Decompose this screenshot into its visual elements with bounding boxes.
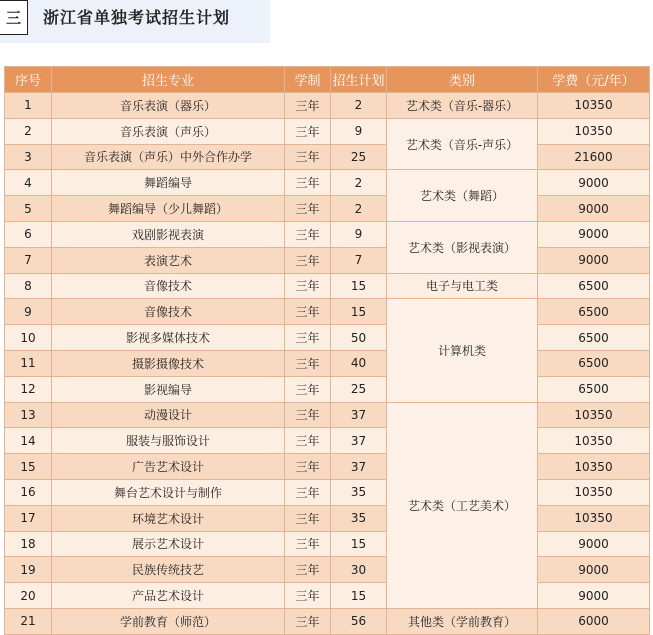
table-row [5, 479, 650, 505]
cell-plan: 7 [331, 247, 387, 273]
cell-major: 音乐表演（声乐） [52, 118, 285, 144]
table-row [5, 350, 650, 376]
cell-years: 三年 [285, 196, 331, 222]
cell-no: 2 [5, 118, 52, 144]
cell-major: 影视多媒体技术 [52, 325, 285, 351]
table-row [5, 170, 650, 196]
table-row [5, 428, 650, 454]
cell-fee: 6500 [538, 376, 650, 402]
cell-major: 学前教育（师范） [52, 608, 285, 634]
cell-years: 三年 [285, 428, 331, 454]
cell-fee: 9000 [538, 196, 650, 222]
header-no: 序号 [5, 67, 52, 93]
cell-no: 9 [5, 299, 52, 325]
cell-fee: 10350 [538, 428, 650, 454]
cell-plan: 37 [331, 402, 387, 428]
cell-fee: 9000 [538, 583, 650, 609]
cell-fee: 9000 [538, 557, 650, 583]
table-row [5, 221, 650, 247]
cell-major: 表演艺术 [52, 247, 285, 273]
table-row [5, 531, 650, 557]
cell-plan: 15 [331, 299, 387, 325]
cell-years: 三年 [285, 608, 331, 634]
cell-plan: 9 [331, 221, 387, 247]
table-row [5, 608, 650, 634]
cell-major: 摄影摄像技术 [52, 350, 285, 376]
header-category: 类别 [387, 67, 538, 93]
cell-years: 三年 [285, 531, 331, 557]
cell-years: 三年 [285, 479, 331, 505]
table-row [5, 144, 650, 170]
table-row [5, 376, 650, 402]
cell-major: 舞蹈编导（少儿舞蹈） [52, 196, 285, 222]
cell-fee: 10350 [538, 402, 650, 428]
cell-plan: 50 [331, 325, 387, 351]
cell-category: 艺术类（音乐-器乐） [387, 93, 538, 119]
section-title: 浙江省单独考试招生计划 [43, 8, 231, 27]
header-plan: 招生计划 [331, 67, 387, 93]
cell-no: 15 [5, 454, 52, 480]
cell-no: 20 [5, 583, 52, 609]
cell-no: 5 [5, 196, 52, 222]
cell-no: 1 [5, 93, 52, 119]
cell-no: 7 [5, 247, 52, 273]
cell-category: 艺术类（工艺美术） [387, 402, 538, 608]
cell-no: 19 [5, 557, 52, 583]
header-major: 招生专业 [52, 67, 285, 93]
table-row [5, 325, 650, 351]
cell-years: 三年 [285, 376, 331, 402]
cell-category: 电子与电工类 [387, 273, 538, 299]
cell-category: 艺术类（音乐-声乐） [387, 118, 538, 170]
cell-major: 产品艺术设计 [52, 583, 285, 609]
cell-plan: 2 [331, 196, 387, 222]
cell-fee: 10350 [538, 93, 650, 119]
cell-years: 三年 [285, 170, 331, 196]
cell-category: 艺术类（舞蹈） [387, 170, 538, 222]
cell-fee: 6500 [538, 325, 650, 351]
cell-no: 10 [5, 325, 52, 351]
cell-fee: 9000 [538, 531, 650, 557]
table-header-row [5, 67, 650, 93]
cell-major: 戏剧影视表演 [52, 221, 285, 247]
cell-no: 4 [5, 170, 52, 196]
cell-fee: 9000 [538, 221, 650, 247]
cell-no: 6 [5, 221, 52, 247]
cell-plan: 35 [331, 479, 387, 505]
cell-plan: 2 [331, 170, 387, 196]
cell-major: 动漫设计 [52, 402, 285, 428]
cell-years: 三年 [285, 273, 331, 299]
cell-major: 民族传统技艺 [52, 557, 285, 583]
table-body [5, 93, 650, 635]
cell-no: 8 [5, 273, 52, 299]
admission-plan-table [4, 66, 650, 635]
cell-plan: 15 [331, 273, 387, 299]
table-row [5, 118, 650, 144]
cell-plan: 25 [331, 376, 387, 402]
cell-plan: 56 [331, 608, 387, 634]
cell-years: 三年 [285, 221, 331, 247]
cell-plan: 35 [331, 505, 387, 531]
table-row [5, 454, 650, 480]
cell-major: 广告艺术设计 [52, 454, 285, 480]
cell-fee: 10350 [538, 118, 650, 144]
cell-fee: 6000 [538, 608, 650, 634]
cell-years: 三年 [285, 93, 331, 119]
header-years: 学制 [285, 67, 331, 93]
cell-major: 音乐表演（器乐） [52, 93, 285, 119]
cell-major: 环境艺术设计 [52, 505, 285, 531]
cell-fee: 6500 [538, 273, 650, 299]
cell-plan: 40 [331, 350, 387, 376]
cell-years: 三年 [285, 118, 331, 144]
table-row [5, 583, 650, 609]
cell-years: 三年 [285, 247, 331, 273]
cell-years: 三年 [285, 454, 331, 480]
cell-years: 三年 [285, 505, 331, 531]
cell-no: 17 [5, 505, 52, 531]
cell-plan: 15 [331, 583, 387, 609]
cell-fee: 9000 [538, 170, 650, 196]
cell-fee: 6500 [538, 299, 650, 325]
table-row [5, 299, 650, 325]
cell-major: 影视编导 [52, 376, 285, 402]
table-row [5, 93, 650, 119]
cell-years: 三年 [285, 144, 331, 170]
section-number: 三 [0, 0, 28, 35]
cell-plan: 37 [331, 428, 387, 454]
cell-category: 艺术类（影视表演） [387, 221, 538, 273]
table-row [5, 273, 650, 299]
cell-major: 舞台艺术设计与制作 [52, 479, 285, 505]
cell-years: 三年 [285, 557, 331, 583]
table-row [5, 505, 650, 531]
cell-fee: 21600 [538, 144, 650, 170]
cell-fee: 6500 [538, 350, 650, 376]
table-row [5, 247, 650, 273]
cell-plan: 37 [331, 454, 387, 480]
cell-category: 其他类（学前教育） [387, 608, 538, 634]
table-row [5, 557, 650, 583]
cell-major: 舞蹈编导 [52, 170, 285, 196]
cell-no: 13 [5, 402, 52, 428]
section-header [0, 0, 270, 43]
cell-no: 21 [5, 608, 52, 634]
cell-plan: 15 [331, 531, 387, 557]
cell-major: 音像技术 [52, 299, 285, 325]
cell-plan: 30 [331, 557, 387, 583]
cell-no: 14 [5, 428, 52, 454]
cell-major: 音像技术 [52, 273, 285, 299]
cell-major: 展示艺术设计 [52, 531, 285, 557]
cell-fee: 10350 [538, 479, 650, 505]
table-row [5, 402, 650, 428]
cell-no: 12 [5, 376, 52, 402]
cell-years: 三年 [285, 325, 331, 351]
cell-no: 18 [5, 531, 52, 557]
cell-years: 三年 [285, 299, 331, 325]
cell-fee: 9000 [538, 247, 650, 273]
table-row [5, 196, 650, 222]
cell-major: 服装与服饰设计 [52, 428, 285, 454]
cell-fee: 10350 [538, 505, 650, 531]
cell-category: 计算机类 [387, 299, 538, 402]
cell-no: 16 [5, 479, 52, 505]
cell-no: 11 [5, 350, 52, 376]
cell-plan: 25 [331, 144, 387, 170]
cell-years: 三年 [285, 402, 331, 428]
cell-fee: 10350 [538, 454, 650, 480]
cell-major: 音乐表演（声乐）中外合作办学 [52, 144, 285, 170]
cell-years: 三年 [285, 583, 331, 609]
cell-years: 三年 [285, 350, 331, 376]
header-fee: 学费（元/年） [538, 67, 650, 93]
cell-no: 3 [5, 144, 52, 170]
cell-plan: 9 [331, 118, 387, 144]
cell-plan: 2 [331, 93, 387, 119]
